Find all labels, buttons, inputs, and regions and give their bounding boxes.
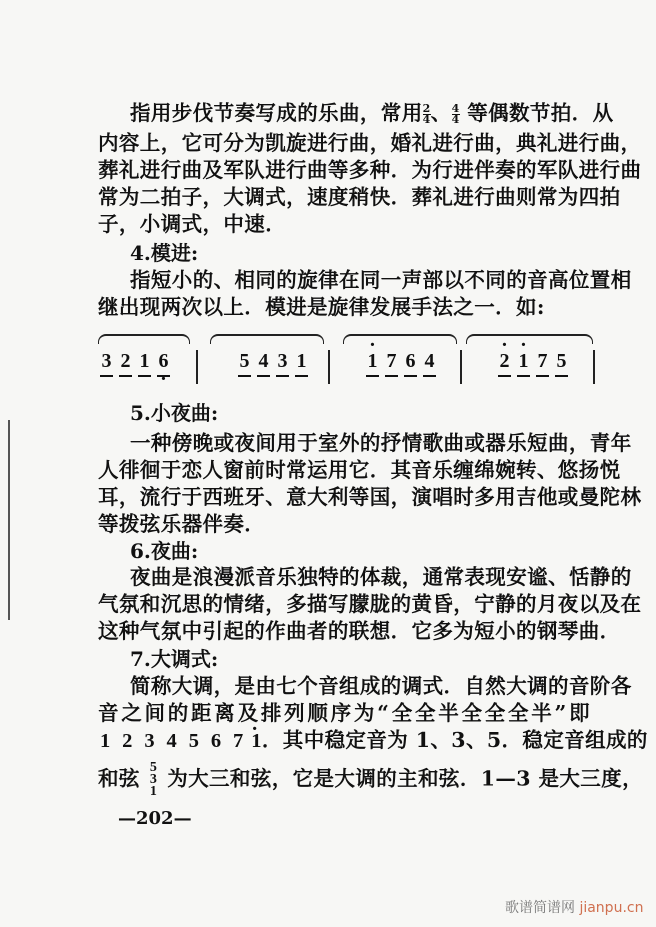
note: 3 <box>276 350 289 377</box>
bar-line <box>328 350 330 384</box>
sequence-notation <box>98 330 598 390</box>
slur <box>98 334 190 344</box>
text-line: 和弦 5 3 1 为大三和弦，它是大调的主和弦．1—3 是大三度， <box>98 760 643 799</box>
text-line: 继出现两次以上．模进是旋律发展手法之一．如: <box>98 295 545 319</box>
text-line: 指用步伐节奏写成的乐曲，常用 $\frac{2}{4}$ 、 $\frac{4}{4}$ 等偶数节拍．从 <box>130 101 614 126</box>
note: · 2 <box>498 350 511 377</box>
slur <box>210 334 324 344</box>
note: 2 <box>119 350 132 377</box>
note: 6 · <box>157 350 170 377</box>
note: · 1 <box>517 350 530 377</box>
note-group <box>366 350 436 377</box>
text-line: 指短小的、相同的旋律在同一声部以不同的音高位置相 <box>130 268 632 292</box>
section-heading: 7.大调式: <box>130 647 219 671</box>
note: 1 <box>295 350 308 377</box>
slur <box>343 334 457 344</box>
text-line: 内容上，它可分为凯旋进行曲，婚礼进行曲，典礼进行曲， <box>98 131 642 155</box>
note: · 1 <box>366 350 379 377</box>
text-line: 常为二拍子，大调式，速度稍快．葬礼进行曲则常为四拍 <box>98 185 621 209</box>
text-line: 人徘徊于恋人窗前时常运用它．其音乐缠绵婉转、悠扬悦 <box>98 458 621 482</box>
time-signature: $\frac{2}{4}$ <box>422 102 431 126</box>
section-heading: 6.夜曲: <box>130 539 199 563</box>
note: 7 <box>385 350 398 377</box>
note: 3 <box>100 350 113 377</box>
note: 5 <box>555 350 568 377</box>
note-group <box>100 350 170 377</box>
bar-line <box>196 350 198 384</box>
note: 6 <box>404 350 417 377</box>
note: 4 <box>423 350 436 377</box>
text-line: 简称大调，是由七个音组成的调式．自然大调的音阶各 <box>130 674 632 698</box>
time-signature: $\frac{4}{4}$ <box>451 102 460 126</box>
text-line: 音之间的距离及排列顺序为“全全半全全全半”即 <box>98 701 590 725</box>
note-group <box>498 350 568 377</box>
watermark: 歌谱简谱网 jianpu.cn <box>505 900 644 916</box>
text-line: 一种傍晚或夜间用于室外的抒情歌曲或器乐短曲，青年 <box>130 431 632 455</box>
note: 7 <box>536 350 549 377</box>
text-line: 1 2 3 4 5 6 7 · 1．其中稳定音为 1、3、5．稳定音组成的 <box>100 727 590 753</box>
scan-artifact <box>8 420 10 620</box>
page-number: —202— <box>118 808 192 829</box>
chord-stack: 5 3 1 <box>149 760 158 799</box>
text-line: 气氛和沉思的情绪，多描写朦胧的黄昏，宁静的月夜以及在 <box>98 592 642 616</box>
text-line: 等拨弦乐器伴奏． <box>98 512 266 536</box>
bar-line <box>460 350 462 384</box>
text-line: 夜曲是浪漫派音乐独特的体裁，通常表现安谧、恬静的 <box>130 565 632 589</box>
note: 1 <box>138 350 151 377</box>
section-heading: 4.模进: <box>130 241 199 265</box>
text-line: 子，小调式，中速． <box>98 212 287 236</box>
text-line: 葬礼进行曲及军队进行曲等多种．为行进伴奏的军队进行曲 <box>98 158 642 182</box>
section-heading: 5.小夜曲: <box>130 401 219 425</box>
bar-line <box>593 350 595 384</box>
note: 4 <box>257 350 270 377</box>
text-line: 这种气氛中引起的作曲者的联想．它多为短小的钢琴曲． <box>98 619 621 643</box>
note: 5 <box>238 350 251 377</box>
text-line: 耳，流行于西班牙、意大利等国，演唱时多用吉他或曼陀林 <box>98 485 642 509</box>
note-group <box>238 350 308 377</box>
